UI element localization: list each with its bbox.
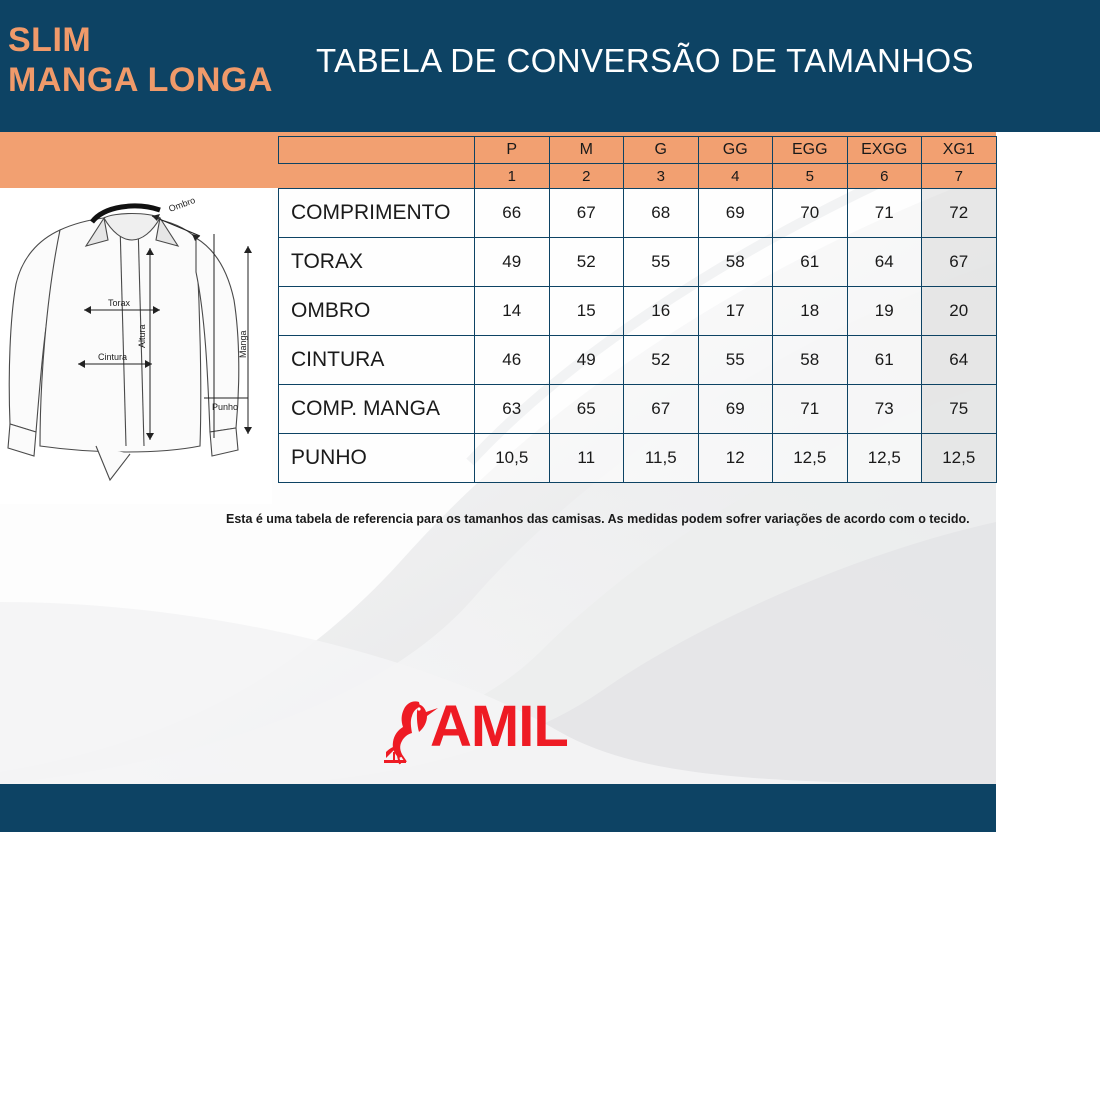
label-ombro: Ombro — [167, 195, 197, 214]
brand-logo — [372, 694, 682, 766]
size-number-5: 5 — [773, 164, 848, 189]
size-header-5: EGG — [773, 137, 848, 164]
table-row — [279, 238, 997, 287]
cell: 49 — [475, 238, 550, 287]
size-header-2: M — [549, 137, 624, 164]
cell: 14 — [475, 287, 550, 336]
cell: 72 — [922, 189, 997, 238]
cell: 69 — [698, 189, 773, 238]
cell: 49 — [549, 336, 624, 385]
cell: 66 — [475, 189, 550, 238]
size-header-6: EXGG — [847, 137, 922, 164]
table-row — [279, 385, 997, 434]
cell: 19 — [847, 287, 922, 336]
cell: 20 — [922, 287, 997, 336]
cell: 10,5 — [475, 434, 550, 483]
cell: 67 — [549, 189, 624, 238]
cell: 75 — [922, 385, 997, 434]
cell: 55 — [624, 238, 699, 287]
row-label: COMP. MANGA — [279, 385, 475, 434]
cell: 65 — [549, 385, 624, 434]
cell: 61 — [847, 336, 922, 385]
table-header-sizes — [279, 137, 997, 164]
brand-fit-line1: SLIM — [8, 21, 92, 59]
table-row — [279, 434, 997, 483]
cell: 46 — [475, 336, 550, 385]
size-header-7: XG1 — [922, 137, 997, 164]
cell: 61 — [773, 238, 848, 287]
cell: 17 — [698, 287, 773, 336]
logo-wordmark: AMIL — [430, 694, 568, 759]
shirt-diagram — [0, 188, 272, 504]
cell: 11,5 — [624, 434, 699, 483]
table-row — [279, 336, 997, 385]
cell: 12 — [698, 434, 773, 483]
cell: 15 — [549, 287, 624, 336]
row-label: COMPRIMENTO — [279, 189, 475, 238]
size-table-wrapper — [278, 136, 996, 483]
cell: 73 — [847, 385, 922, 434]
table-header-numbers — [279, 164, 997, 189]
row-label: TORAX — [279, 238, 475, 287]
row-label: OMBRO — [279, 287, 475, 336]
cell: 63 — [475, 385, 550, 434]
size-number-2: 2 — [549, 164, 624, 189]
label-altura: Altura — [137, 324, 147, 348]
size-header-3: G — [624, 137, 699, 164]
shirt-technical-drawing — [0, 188, 272, 504]
cell: 52 — [549, 238, 624, 287]
label-manga: Manga — [238, 330, 248, 358]
cell: 64 — [922, 336, 997, 385]
size-number-6: 6 — [847, 164, 922, 189]
cell: 68 — [624, 189, 699, 238]
cell: 12,5 — [922, 434, 997, 483]
cell: 12,5 — [773, 434, 848, 483]
cell: 67 — [624, 385, 699, 434]
cell: 52 — [624, 336, 699, 385]
cell: 70 — [773, 189, 848, 238]
brand-fit-label — [8, 20, 298, 100]
footer-band — [0, 784, 996, 832]
cell: 18 — [773, 287, 848, 336]
right-white-margin — [996, 132, 1100, 784]
label-torax: Torax — [108, 298, 131, 308]
cell: 64 — [847, 238, 922, 287]
brand-fit-line2: MANGA LONGA — [8, 61, 273, 99]
table-row — [279, 189, 997, 238]
table-corner-cell — [279, 137, 475, 164]
size-header-1: P — [475, 137, 550, 164]
cell: 67 — [922, 238, 997, 287]
table-row — [279, 287, 997, 336]
row-label: CINTURA — [279, 336, 475, 385]
size-conversion-table — [278, 136, 997, 483]
row-label: PUNHO — [279, 434, 475, 483]
header-bar — [0, 0, 1100, 132]
cell: 11 — [549, 434, 624, 483]
size-number-7: 7 — [922, 164, 997, 189]
disclaimer-note: Esta é uma tabela de referencia para os tamanhos das camisas. As medidas podem sofrer variações de acordo com o tecido. — [226, 512, 970, 526]
size-number-3: 3 — [624, 164, 699, 189]
cell: 16 — [624, 287, 699, 336]
cell: 58 — [698, 238, 773, 287]
page-title: TABELA DE CONVERSÃO DE TAMANHOS — [316, 42, 974, 79]
cell: 55 — [698, 336, 773, 385]
cell: 12,5 — [847, 434, 922, 483]
cell: 69 — [698, 385, 773, 434]
table-corner-cell-2 — [279, 164, 475, 189]
cell: 58 — [773, 336, 848, 385]
size-number-1: 1 — [475, 164, 550, 189]
size-header-4: GG — [698, 137, 773, 164]
size-number-4: 4 — [698, 164, 773, 189]
cell: 71 — [847, 189, 922, 238]
cell: 71 — [773, 385, 848, 434]
label-punho: Punho — [212, 402, 239, 412]
label-cintura: Cintura — [98, 352, 128, 362]
